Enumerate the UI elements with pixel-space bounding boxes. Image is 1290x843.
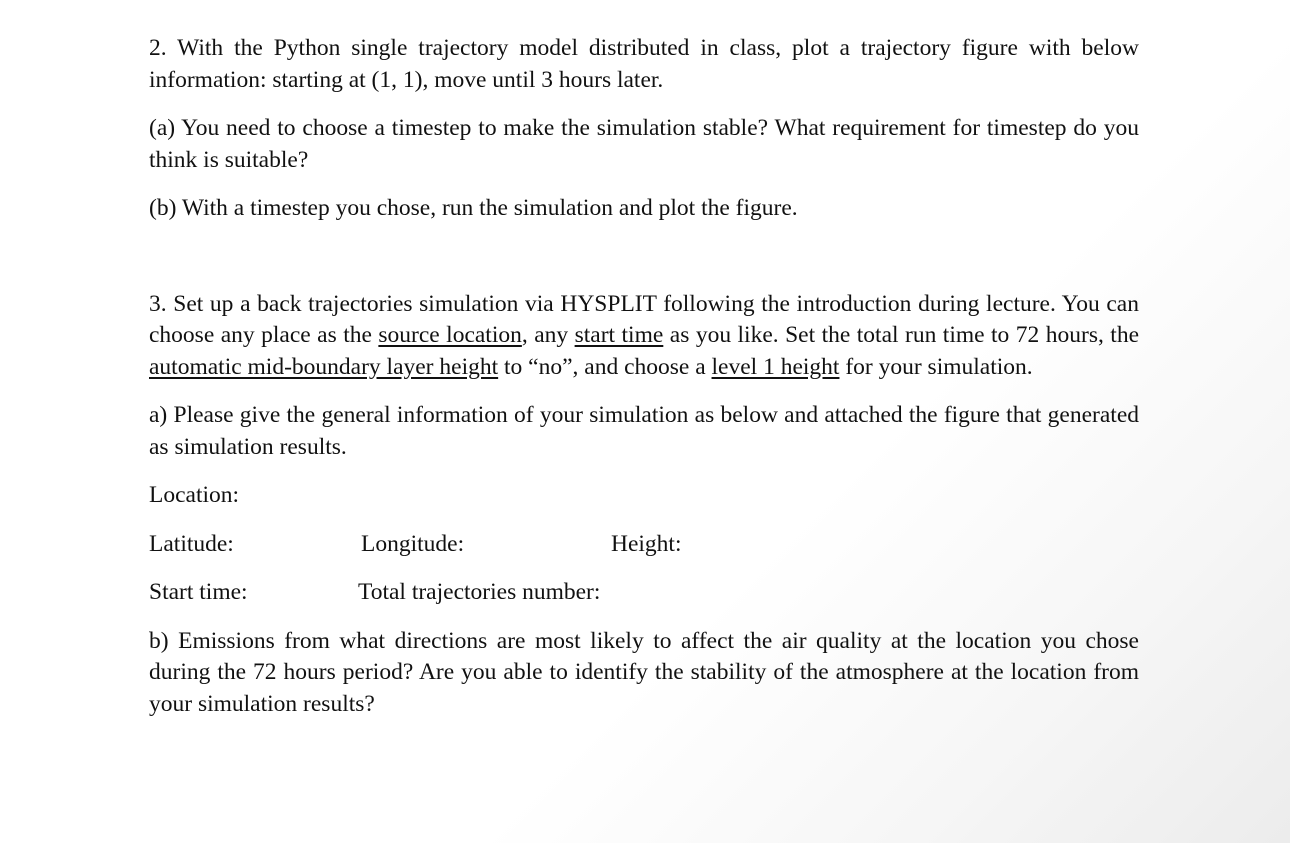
coordinates-row xyxy=(149,529,1139,561)
longitude-label: Longitude: xyxy=(361,530,465,557)
height-label: Height: xyxy=(611,530,682,557)
question-3-intro-text-4: to “no”, and choose a xyxy=(498,353,712,380)
document-page xyxy=(149,33,1139,720)
location-label: Location: xyxy=(149,482,240,508)
question-3-part-b: b) Emissions from what directions are most likely to affect the air quality at the location you chose during the 72 hours period? Are you able to identify the stability of the atmosphere at the location from your simulation results? xyxy=(149,627,1139,717)
question-2-intro: 2. With the Python single trajectory model distributed in class, plot a trajectory figure with below information: starting at (1, 1), move until 3 hours later. xyxy=(149,35,1139,93)
question-3-intro-text-5: for your simulation. xyxy=(839,353,1033,380)
question-3-intro-text-1: 3. Set up a back trajectories simulation via HYSPLIT following the introduction during lecture. You can choose any place as the xyxy=(149,290,1139,348)
question-3-intro-text-3: as you like. Set the total run time to 72 hours, the xyxy=(663,322,1140,348)
question-3-part-a: a) Please give the general information of your simulation as below and attached the figure that generated as simulation results. xyxy=(149,402,1139,460)
question-2-part-b: (b) With a timestep you chose, run the simulation and plot the figure. xyxy=(149,195,798,221)
question-3-intro-text-2: , any xyxy=(521,322,575,348)
level-1-height-term: level 1 height xyxy=(711,353,840,380)
location-row xyxy=(149,480,1139,512)
question-3-intro xyxy=(149,289,1139,384)
question-2-part-a: (a) You need to choose a timestep to make the simulation stable? What requirement for timestep do you think is suitable? xyxy=(149,115,1139,173)
start-time-label: Start time: xyxy=(149,579,248,605)
start-time-term: start time xyxy=(574,322,664,348)
total-trajectories-label: Total trajectories number: xyxy=(358,579,601,605)
source-location-term: source location xyxy=(378,322,522,348)
latitude-label: Latitude: xyxy=(149,530,234,557)
automatic-mid-boundary-term: automatic mid-boundary layer height xyxy=(149,353,499,380)
time-row xyxy=(149,577,1139,609)
